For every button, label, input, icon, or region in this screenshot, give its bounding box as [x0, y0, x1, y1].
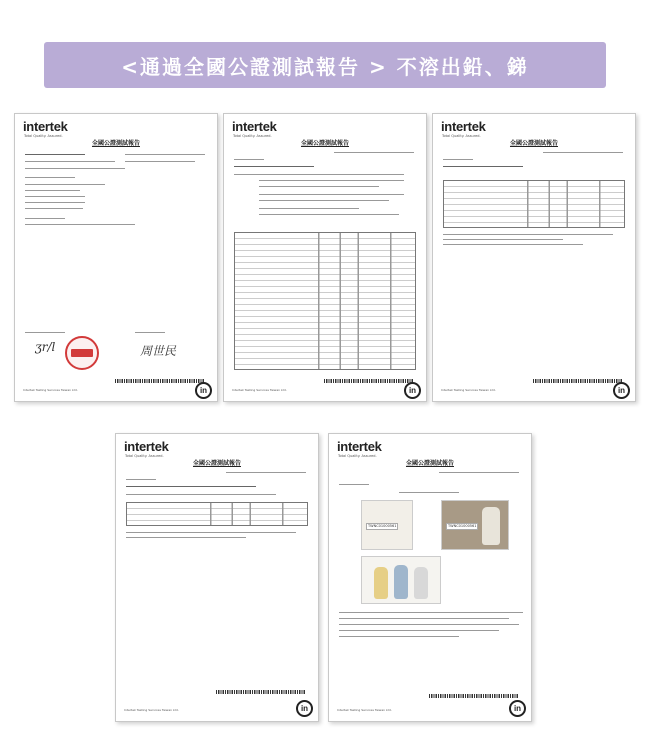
intertek-seal-icon: in	[404, 382, 421, 399]
intertek-logo: intertek	[232, 119, 277, 134]
official-stamp	[65, 336, 99, 370]
results-table	[443, 180, 625, 228]
intertek-logo: intertek	[23, 119, 68, 134]
logo-tagline: Total Quality. Assured.	[233, 134, 272, 138]
sample-photo-1	[361, 500, 413, 550]
results-table	[234, 232, 416, 370]
report-page-5: intertek Total Quality. Assured. 全國公證測試報告 TWNC01000561 TWNC01000561 Intertek Testing Services Taiwan Ltd. in	[328, 433, 532, 722]
signature-left: ʒr/l	[35, 340, 56, 354]
logo-tagline: Total Quality. Assured.	[338, 454, 377, 458]
report-title: 全國公證測試報告	[192, 460, 241, 467]
intertek-logo: intertek	[124, 439, 169, 454]
intertek-logo: intertek	[337, 439, 382, 454]
sample-label: TWNC01000561	[448, 524, 477, 528]
intertek-seal-icon: in	[613, 382, 630, 399]
header-banner	[44, 42, 606, 88]
logo-tagline: Total Quality. Assured.	[442, 134, 481, 138]
report-title: 全國公證測試報告	[509, 140, 558, 147]
intertek-seal-icon: in	[509, 700, 526, 717]
signature-right: 周世民	[140, 344, 177, 358]
sample-photo-3	[361, 556, 441, 604]
results-table	[126, 502, 308, 526]
sample-label: TWNC01000561	[368, 524, 397, 528]
report-page-3: intertek Total Quality. Assured. 全國公證測試報告 Intertek Testing Services Taiwan Ltd. in	[432, 113, 636, 402]
report-title: 全國公證測試報告	[300, 140, 349, 147]
logo-tagline: Total Quality. Assured.	[125, 454, 164, 458]
logo-tagline: Total Quality. Assured.	[24, 134, 63, 138]
intertek-seal-icon: in	[296, 700, 313, 717]
intertek-logo: intertek	[441, 119, 486, 134]
report-page-4: intertek Total Quality. Assured. 全國公證測試報告 Intertek Testing Services Taiwan Ltd. in	[115, 433, 319, 722]
sample-photo-2	[441, 500, 509, 550]
report-page-1: intertek Total Quality. Assured. 全國公證測試報告 ʒr/l 周世民 Intertek Testing Services Taiwan Ltd. in	[14, 113, 218, 402]
intertek-seal-icon: in	[195, 382, 212, 399]
report-title: 全國公證測試報告	[91, 140, 140, 147]
banner-title: <通過全國公證測試報告 > 不溶出鉛、銻	[121, 54, 529, 79]
report-title: 全國公證測試報告	[405, 460, 454, 467]
report-page-2: intertek Total Quality. Assured. 全國公證測試報告 Intertek Testing Services Taiwan Ltd. in	[223, 113, 427, 402]
